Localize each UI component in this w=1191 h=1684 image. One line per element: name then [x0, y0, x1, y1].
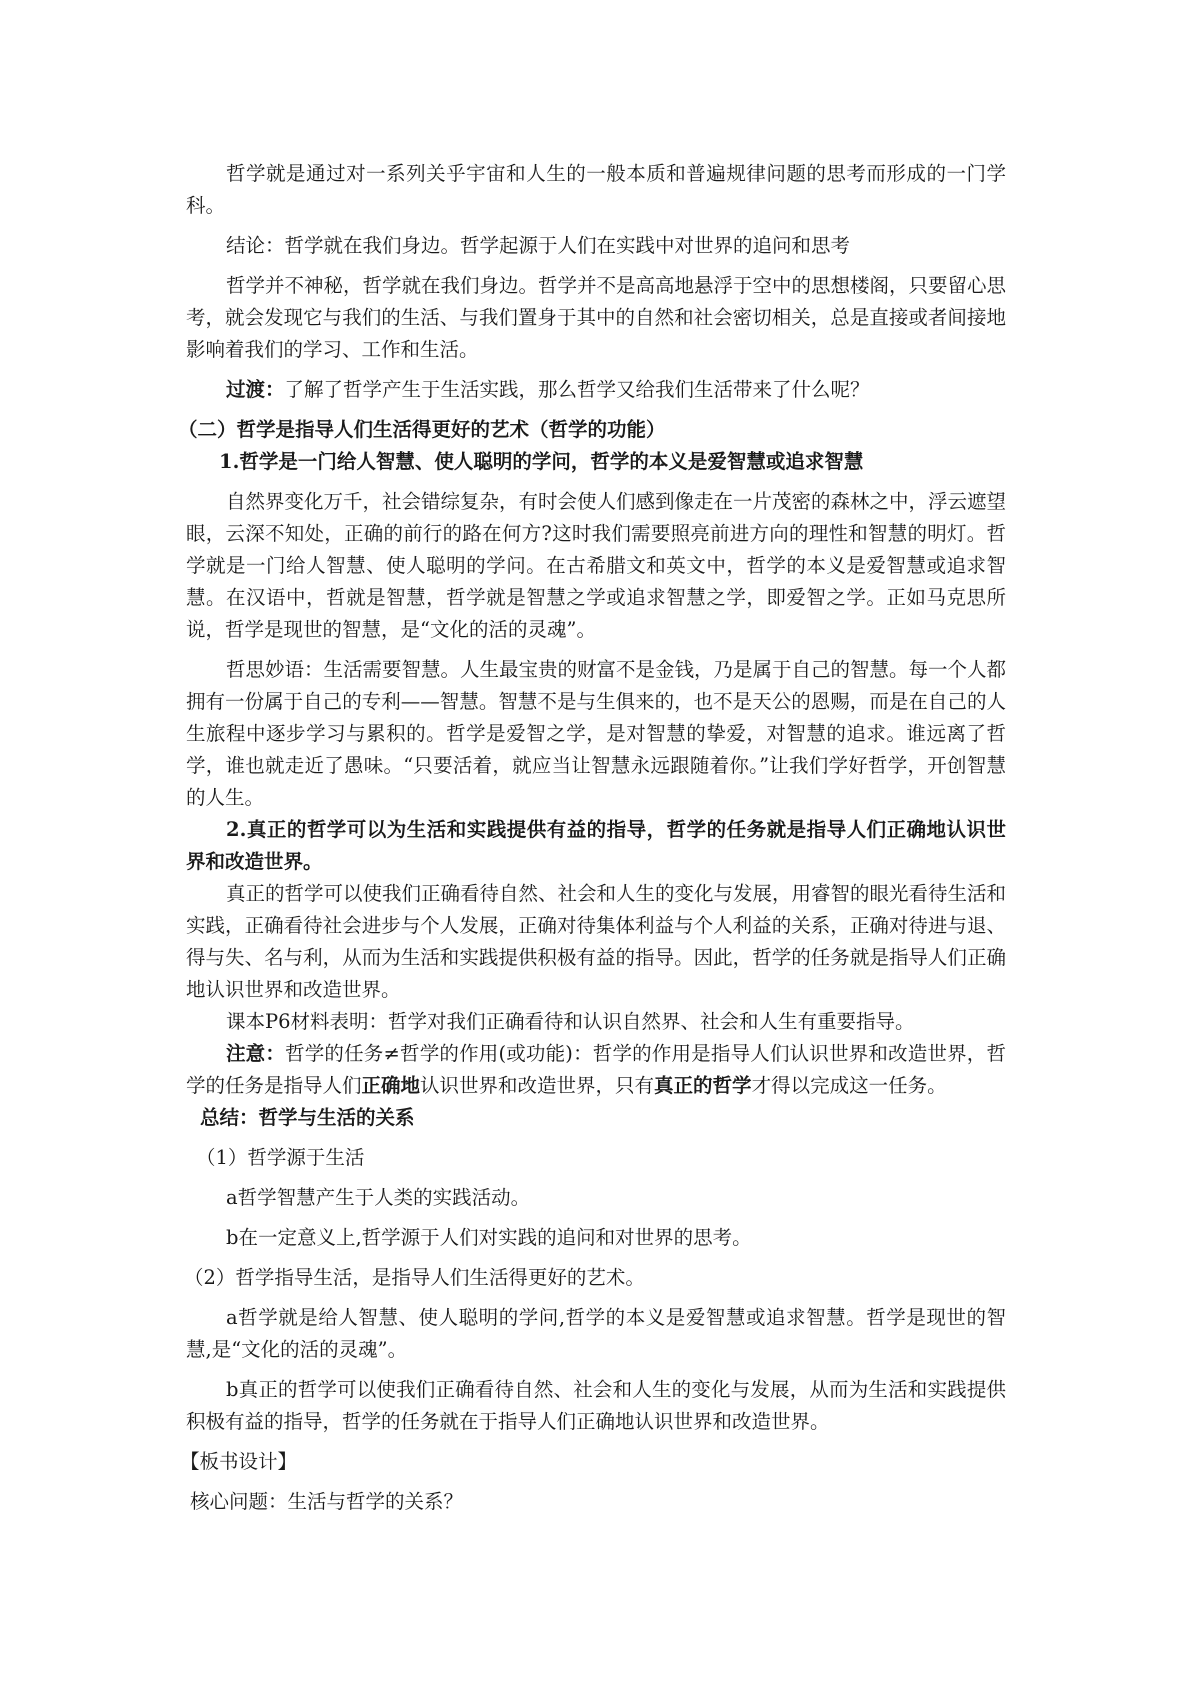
paragraph-note [186, 1038, 1006, 1102]
paragraph-true-philosophy: 真正的哲学可以使我们正确看待自然、社会和人生的变化与发展，用睿智的眼光看待生活和实践，正确看待社会进步与个人发展，正确对待集体利益与个人利益的关系，正确对待进与退、得与失、名与利，从而为生活和实践提供积极有益的指导。因此，哲学的任务就是指导人们正确地认识世界和改造世界。 [186, 882, 1007, 1001]
board-design-heading: 【板书设计】 [180, 1450, 298, 1473]
note-text-a: 哲学的任务≠哲学的作用(或功能)：哲学的作用是指导人们认识世界和改造世界，哲学的任务是指导人们 [186, 1042, 1006, 1097]
summary-item-1a: a哲学智慧产生于人类的实践活动。 [226, 1186, 531, 1209]
section-heading-2: （二）哲学是指导人们生活得更好的艺术（哲学的功能） [178, 418, 666, 441]
core-question: 核心问题：生活与哲学的关系？ [190, 1490, 464, 1513]
paragraph-textbook: 课本P6材料表明：哲学对我们正确看待和认识自然界、社会和人生有重要指导。 [226, 1010, 915, 1033]
note-emph-true-philosophy: 真正的哲学 [654, 1074, 752, 1097]
paragraph-conclusion: 结论：哲学就在我们身边。哲学起源于人们在实践中对世界的追问和思考 [226, 234, 851, 257]
summary-item-1b: b在一定意义上,哲学源于人们对实践的追问和对世界的思考。 [226, 1226, 752, 1249]
paragraph-wisdom: 自然界变化万千，社会错综复杂，有时会使人们感到像走在一片茂密的森林之中，浮云遮望眼，云深不知处，正确的前行的路在何方?这时我们需要照亮前进方向的理性和智慧的明灯。哲学就是一门给人智慧、使人聪明的学问。在古希腊文和英文中，哲学的本义是爱智慧或追求智慧。在汉语中，哲就是智慧，哲学就是智慧之学或追求智慧之学，即爱智之学。正如马克思所说，哲学是现世的智慧，是“文化的活的灵魂”。 [186, 490, 1007, 641]
summary-item-2b: b真正的哲学可以使我们正确看待自然、社会和人生的变化与发展，从而为生活和实践提供积极有益的指导，哲学的任务就在于指导人们正确地认识世界和改造世界。 [186, 1378, 1006, 1433]
paragraph-transition [186, 374, 1006, 406]
summary-item-1: （1）哲学源于生活 [196, 1146, 365, 1169]
note-label: 注意： [226, 1042, 286, 1065]
paragraph-definition: 哲学就是通过对一系列关乎宇宙和人生的一般本质和普遍规律问题的思考而形成的一门学科。 [186, 162, 1006, 217]
note-emph-correctly: 正确地 [361, 1074, 421, 1097]
subheading-2-2: 2.真正的哲学可以为生活和实践提供有益的指导，哲学的任务就是指导人们正确地认识世界和改造世界。 [186, 818, 1006, 873]
summary-item-2a: a哲学就是给人智慧、使人聪明的学问,哲学的本义是爱智慧或追求智慧。哲学是现世的智慧,是“文化的活的灵魂”。 [186, 1306, 1006, 1361]
transition-label: 过渡： [226, 378, 285, 401]
note-text-c: 认识世界和改造世界，只有 [420, 1074, 655, 1097]
summary-item-2: （2）哲学指导生活，是指导人们生活得更好的艺术。 [184, 1266, 645, 1289]
paragraph-philosophy-near: 哲学并不神秘，哲学就在我们身边。哲学并不是高高地悬浮于空中的思想楼阁，只要留心思考，就会发现它与我们的生活、与我们置身于其中的自然和社会密切相关，总是直接或者间接地影响着我们的学习、工作和生活。 [186, 274, 1007, 361]
note-text-d: 才得以完成这一任务。 [751, 1074, 947, 1097]
document-page [178, 158, 1007, 1518]
transition-text: 了解了哲学产生于生活实践，那么哲学又给我们生活带来了什么呢？ [284, 378, 870, 401]
summary-heading: 总结：哲学与生活的关系 [200, 1106, 415, 1129]
subheading-2-1: 1.哲学是一门给人智慧、使人聪明的学问，哲学的本义是爱智慧或追求智慧 [219, 450, 864, 473]
paragraph-quote: 哲思妙语：生活需要智慧。人生最宝贵的财富不是金钱，乃是属于自己的智慧。每一个人都拥有一份属于自己的专利——智慧。智慧不是与生俱来的，也不是天公的恩赐，而是在自己的人生旅程中逐步学习与累积的。哲学是爱智之学，是对智慧的挚爱，对智慧的追求。谁远离了哲学，谁也就走近了愚味。“只要活着，就应当让智慧永远跟随着你。”让我们学好哲学，开创智慧的人生。 [186, 658, 1007, 809]
